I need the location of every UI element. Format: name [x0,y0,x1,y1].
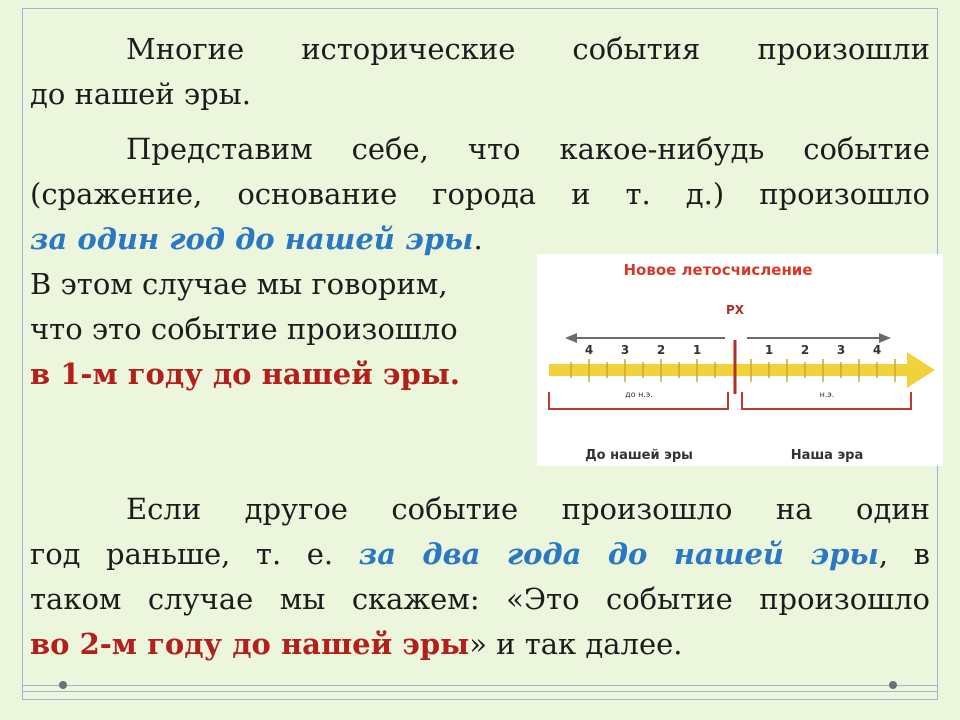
example-line-1: Представим себе, что какое-нибудь событие [126,132,930,166]
bullet-dot-left [59,681,67,689]
timeline-axis [549,364,917,376]
tick-label-bc-1: 1 [692,343,702,357]
second-emphasis-two-years: за два года до нашей эры [358,537,879,571]
tick-label-ad-4: 4 [872,343,882,357]
second-line-4 [30,622,930,667]
second-line-1: Если другое событие произошло на один [126,492,930,526]
second-line-3: таком случае мы скажем: «Это событие произошло [30,582,930,616]
example-emphasis-first-year: в 1-м году до нашей эры. [30,357,460,391]
second-line-2 [30,532,930,577]
divider-line-top [22,685,938,686]
bullet-dot-right [889,681,897,689]
past-arrowhead-icon [565,333,577,343]
second-emphasis-second-year: во 2-м году до нашей эры [30,627,470,661]
second-line-4-tail: » и так далее. [469,627,683,661]
ad-caption: Наша эра [790,448,864,463]
paragraph-example [30,127,930,217]
paragraph-second-end [30,622,930,667]
paragraph-intro [30,27,930,72]
timeline-arrowhead-icon [907,352,935,388]
tick-label-ad-1: 1 [764,343,774,357]
tick-label-ad-2: 2 [800,343,810,357]
second-line-2-head: год раньше, т. е. [30,537,334,571]
paragraph-intro-end [30,72,930,117]
example-line-4: В этом случае мы говорим, [30,267,448,301]
divider-line-bottom [22,691,938,692]
example-line-5: что это событие произошло [30,312,458,346]
timeline-title: Новое летосчисление [623,261,813,279]
example-line-3-tail: . [473,222,483,256]
tick-label-bc-2: 2 [656,343,666,357]
bc-caption: До нашей эры [585,448,693,463]
example-emphasis-one-year: за один год до нашей эры [30,222,474,256]
intro-line-1: Многие исторические события произошли [126,32,930,66]
example-line-2: (сражение, основание города и т. д.) произошло [30,177,930,211]
future-arrowhead-icon [879,333,891,343]
tick-label-bc-4: 4 [584,343,594,357]
example-line-3 [30,217,550,262]
tick-label-ad-3: 3 [836,343,846,357]
second-line-2-tail: , в [878,537,931,571]
bc-sub-label: до н.э. [625,390,653,399]
paragraph-example-cont [30,217,550,397]
center-label-rx: РХ [725,303,745,317]
intro-line-2: до нашей эры. [30,77,251,111]
timeline-figure [537,254,943,466]
paragraph-second-example [30,487,930,622]
timeline-svg [537,254,943,466]
tick-label-bc-3: 3 [620,343,630,357]
ad-sub-label: н.э. [819,390,835,399]
